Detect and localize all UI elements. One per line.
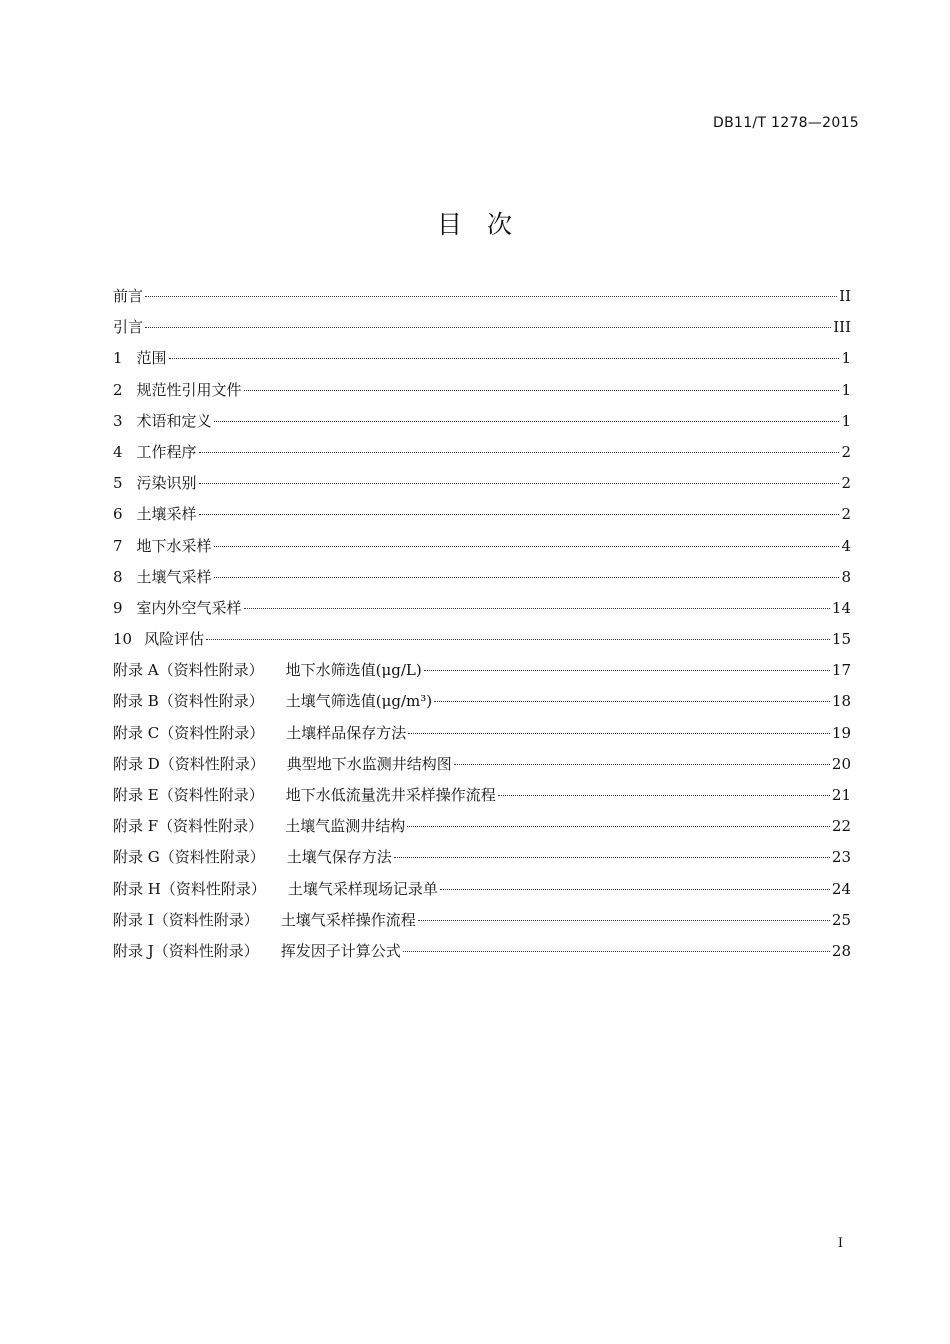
toc-entry-number: 3 [113,411,123,430]
toc-entry-number: 2 [113,380,123,399]
toc-entry[interactable] [113,624,851,655]
toc-entry[interactable] [113,749,851,780]
toc-entry-annex: 附录 E（资料性附录） [113,786,264,804]
toc-entry-number: 7 [113,536,123,555]
toc-entry-page: 20 [831,754,851,773]
toc-entry-page: 1 [841,380,851,399]
toc-entry-page: 17 [831,661,851,680]
toc-entry-page: 2 [841,474,851,493]
toc-entry-label: 术语和定义 [136,411,212,430]
toc-entry-page: 24 [831,879,851,898]
toc-entry-page: 19 [831,723,851,742]
toc-dot-leader [394,857,830,858]
toc-entry-label: 范围 [136,349,167,368]
toc-entry-label: 土壤气采样 [136,567,212,586]
toc-entry[interactable] [113,437,851,468]
toc-entry-label: 室内外空气采样 [136,598,242,617]
toc-entry-page: 1 [841,411,851,430]
toc-dot-leader [408,733,830,734]
toc-entry-page: 2 [841,505,851,524]
toc-entry[interactable] [113,874,851,905]
toc-entry-label: 污染识别 [136,474,197,493]
toc-entry-page: 22 [831,817,851,836]
toc-entry-page: 25 [831,910,851,929]
toc-entry-label: 土壤气采样现场记录单 [287,879,438,898]
toc-entry-label: 土壤气监测井结构 [285,817,406,836]
toc-entry[interactable] [113,468,851,499]
page-title-char-1: 目 [436,210,463,239]
toc-dot-leader [199,514,840,515]
toc-entry-page: 23 [831,848,851,867]
toc-entry-label: 地下水采样 [136,536,212,555]
toc-entry-label: 土壤气采样操作流程 [280,910,416,929]
toc-entry-annex: 附录 I（资料性附录） [113,910,259,929]
toc-entry[interactable] [113,593,851,624]
table-of-contents [113,281,851,967]
toc-dot-leader [145,296,837,297]
toc-entry-number: 9 [113,598,123,617]
toc-entry-number: 6 [113,505,123,524]
toc-entry-label: 典型地下水监测井结构图 [286,754,452,773]
toc-entry-page: 1 [841,349,851,368]
toc-entry[interactable] [113,718,851,749]
toc-dot-leader [145,327,831,328]
toc-dot-leader [199,452,840,453]
toc-entry-label: 引言 [113,318,144,337]
toc-entry[interactable] [113,811,851,842]
toc-entry[interactable] [113,281,851,312]
toc-dot-leader [244,390,840,391]
toc-entry-label: 前言 [113,287,144,305]
toc-entry-page: 18 [831,692,851,711]
toc-entry-label: 挥发因子计算公式 [280,941,401,960]
toc-dot-leader [407,826,830,827]
toc-dot-leader [206,639,830,640]
toc-entry[interactable] [113,780,851,811]
toc-entry-annex: 附录 D（资料性附录） [113,754,265,773]
toc-entry[interactable] [113,531,851,562]
toc-entry-label: 土壤气筛选值(μg/m³) [285,692,433,711]
toc-entry[interactable] [113,686,851,717]
toc-entry[interactable] [113,312,851,343]
toc-entry-page: 15 [831,630,851,649]
toc-entry-annex: 附录 H（资料性附录） [113,879,266,898]
toc-entry[interactable] [113,499,851,530]
toc-entry[interactable] [113,562,851,593]
toc-dot-leader [440,889,830,890]
page-title-char-2: 次 [487,210,514,239]
toc-entry-label: 风险评估 [144,630,205,649]
toc-entry-annex: 附录 C（资料性附录） [113,723,265,742]
toc-entry-label: 地下水筛选值(μg/L) [285,661,422,680]
toc-entry-annex: 附录 B（资料性附录） [113,692,264,711]
toc-entry-page: II [839,287,851,305]
toc-dot-leader [214,546,840,547]
toc-entry-annex: 附录 F（资料性附录） [113,817,264,836]
toc-entry-number: 4 [113,442,123,461]
toc-dot-leader [454,764,830,765]
page-number: I [837,1236,843,1251]
toc-entry-annex: 附录 G（资料性附录） [113,848,265,867]
toc-entry[interactable] [113,406,851,437]
toc-entry[interactable] [113,343,851,374]
toc-entry-page: 21 [831,786,851,804]
toc-entry-number: 10 [113,630,133,649]
toc-dot-leader [214,577,840,578]
toc-entry-label: 地下水低流量洗井采样操作流程 [285,786,496,804]
toc-dot-leader [169,358,840,359]
toc-entry-page: 4 [841,536,851,555]
toc-dot-leader [424,670,830,671]
toc-entry-annex: 附录 J（资料性附录） [113,941,259,960]
toc-entry-number: 5 [113,474,123,493]
toc-entry-number: 1 [113,349,123,368]
toc-entry-annex: 附录 A（资料性附录） [113,661,264,680]
toc-dot-leader [403,951,830,952]
toc-entry-label: 规范性引用文件 [136,380,242,399]
toc-entry-label: 土壤采样 [136,505,197,524]
toc-entry-page: 28 [831,941,851,960]
toc-dot-leader [214,421,840,422]
toc-entry-page: III [833,318,851,337]
document-code: DB11/T 1278—2015 [713,115,859,131]
toc-entry[interactable] [113,842,851,873]
toc-entry-label: 土壤样品保存方法 [286,723,407,742]
toc-dot-leader [498,795,830,796]
toc-entry[interactable] [113,375,851,406]
toc-entry-page: 14 [831,598,851,617]
page-title [0,205,950,241]
toc-entry-page: 2 [841,442,851,461]
toc-dot-leader [418,920,830,921]
toc-entry-page: 8 [841,567,851,586]
toc-dot-leader [199,483,840,484]
toc-entry[interactable] [113,655,851,686]
toc-entry-number: 8 [113,567,123,586]
toc-entry-label: 工作程序 [136,442,197,461]
toc-entry-label: 土壤气保存方法 [286,848,392,867]
toc-entry[interactable] [113,905,851,936]
toc-entry[interactable] [113,936,851,967]
toc-dot-leader [244,608,830,609]
toc-dot-leader [434,701,830,702]
